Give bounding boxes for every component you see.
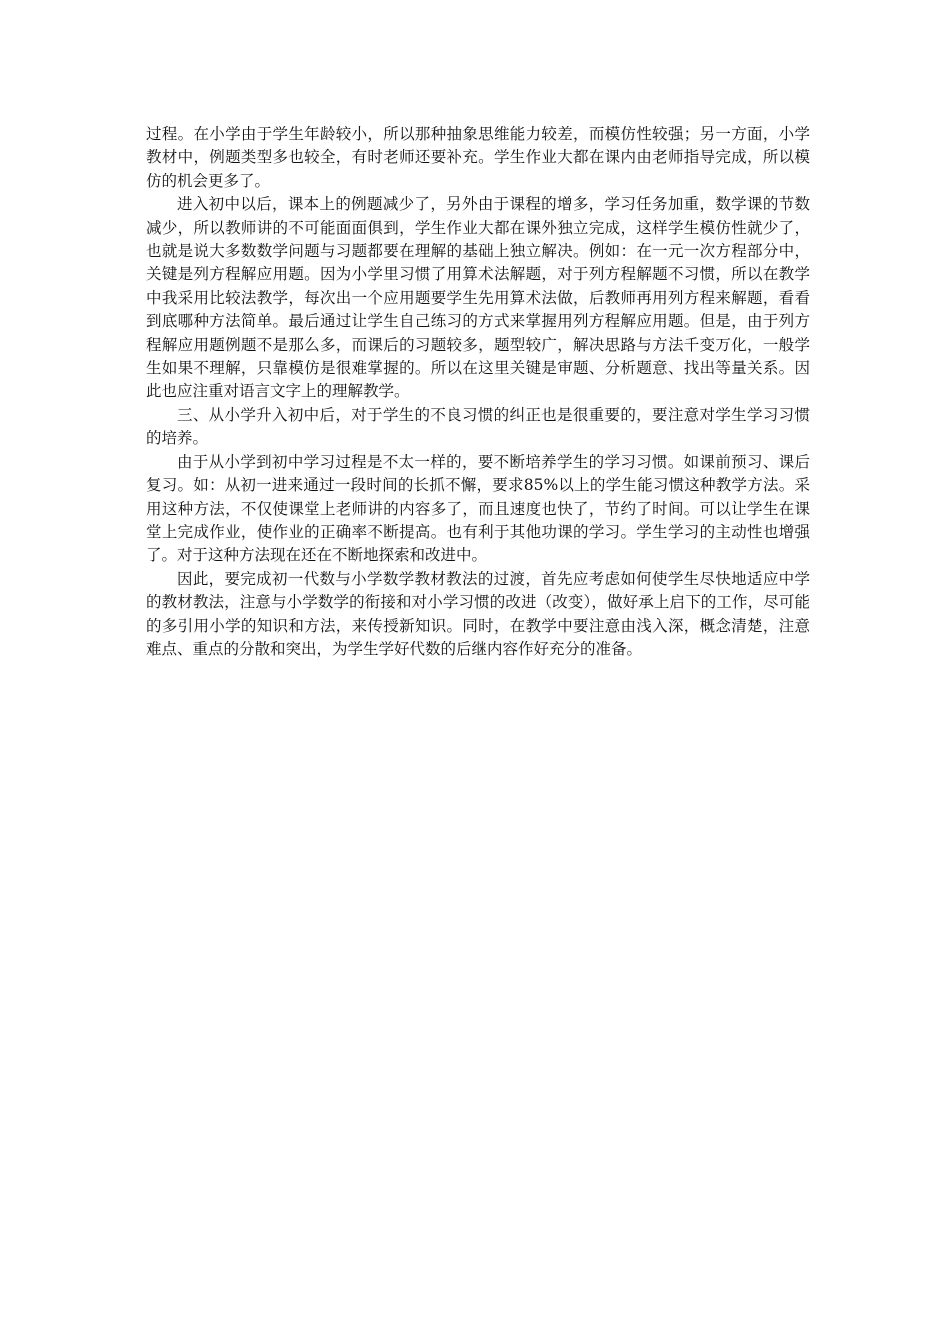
- paragraph-section-three-heading: 三、从小学升入初中后，对于学生的不良习惯的纠正也是很重要的，要注意对学生学习习惯的培养。: [146, 405, 810, 448]
- paragraph-junior-high-examples: 进入初中以后，课本上的例题减少了，另外由于课程的增多，学习任务加重，数学课的节数减少，所以教师讲的不可能面面俱到，学生作业大都在课外独立完成，这样学生模仿性就少了，也就是说大多数数学问题与习题都要在理解的基础上独立解决。例如：在一元一次方程部分中，关键是列方程解应用题。因为小学里习惯了用算术法解题，对于列方程解题不习惯，所以在教学中我采用比较法教学，每次出一个应用题要学生先用算术法做，后教师再用列方程来解题，看看到底哪种方法简单。最后通过让学生自己练习的方式来掌握用列方程解应用题。但是，由于列方程解应用题例题不是那么多，而课后的习题较多，题型较广，解决思路与方法千变万化，一般学生如果不理解，只靠模仿是很难掌握的。所以在这里关键是审题、分析题意、找出等量关系。因此也应注重对语言文字上的理解教学。: [146, 195, 810, 401]
- paragraph-continuation: 过程。在小学由于学生年龄较小，所以那种抽象思维能力较差，而模仿性较强；另一方面，小学教材中，例题类型多也较全，有时老师还要补充。学生作业大都在课内由老师指导完成，所以模仿的机会更多了。: [146, 125, 810, 190]
- paragraph-conclusion: 因此，要完成初一代数与小学数学教材教法的过渡，首先应考虑如何使学生尽快地适应中学的教材教法，注意与小学数学的衔接和对小学习惯的改进（改变），做好承上启下的工作，尽可能的多引用小学的知识和方法，来传授新知识。同时，在教学中要注意由浅入深，概念清楚，注意难点、重点的分散和突出，为学生学好代数的后继内容作好充分的准备。: [146, 569, 810, 658]
- paragraph-study-habits: 由于从小学到初中学习过程是不太一样的，要不断培养学生的学习习惯。如课前预习、课后复习。如：从初一进来通过一段时间的长抓不懈，要求85%以上的学生能习惯这种教学方法。采用这种方法，不仅使课堂上老师讲的内容多了，而且速度也快了，节约了时间。可以让学生在课堂上完成作业，使作业的正确率不断提高。也有利于其他功课的学习。学生学习的主动性也增强了。对于这种方法现在还在不断地探索和改进中。: [146, 452, 810, 565]
- document-body: [146, 123, 810, 661]
